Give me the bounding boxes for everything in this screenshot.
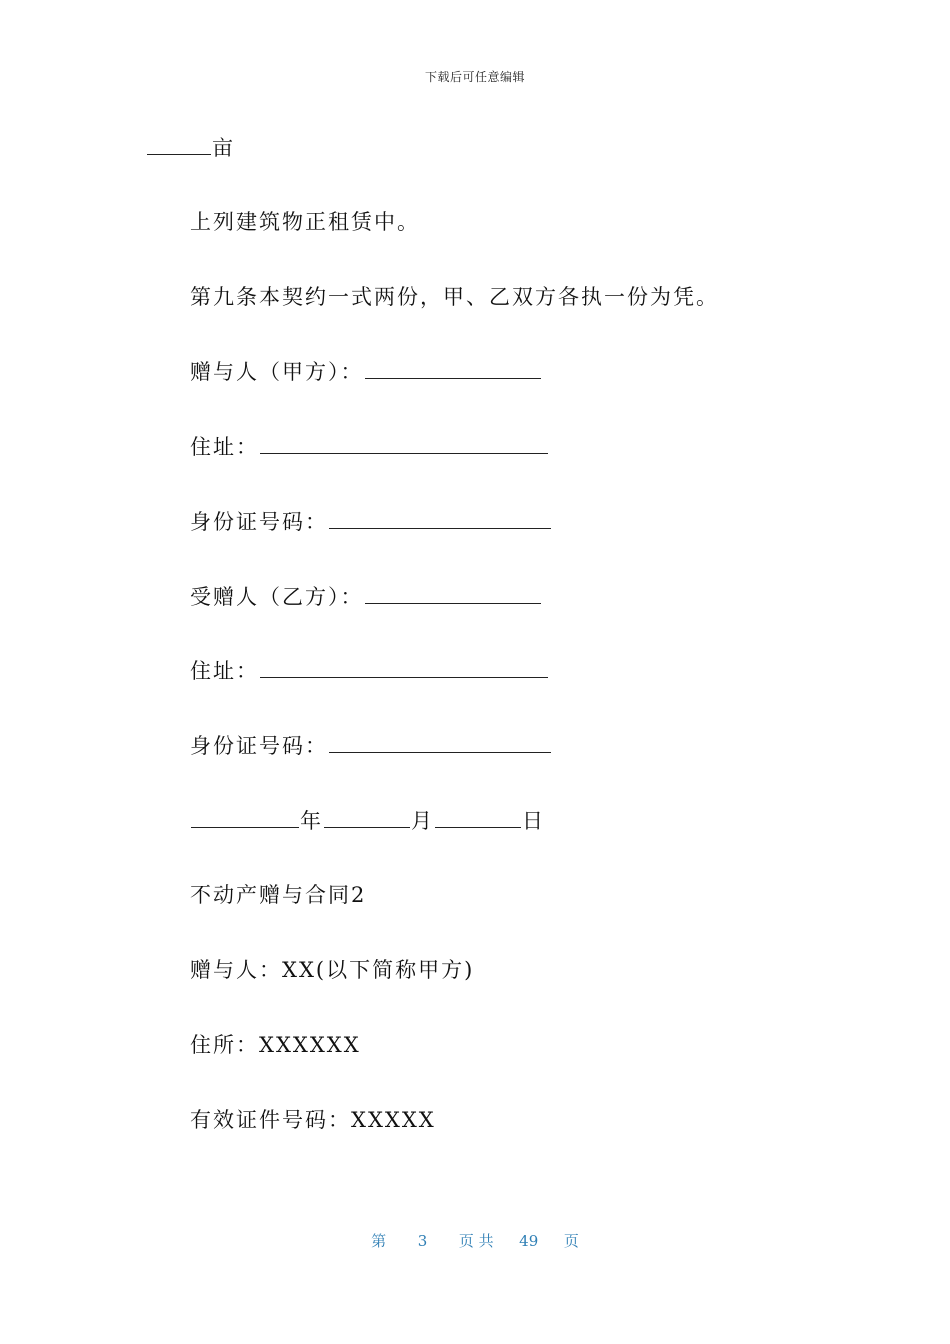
page-header: 下载后可任意编辑 — [424, 70, 525, 84]
donee-blank — [365, 583, 541, 604]
residence-2-line: 住所：XXXXXX — [190, 1033, 361, 1057]
year-blank — [191, 807, 299, 828]
month-label: 月 — [411, 809, 434, 833]
page-footer — [0, 1230, 950, 1251]
footer-di: 第 — [371, 1232, 387, 1250]
donee-label: 受赠人（乙方）： — [190, 585, 364, 609]
donor-address-label: 住址： — [190, 435, 259, 459]
area-line — [146, 134, 235, 162]
year-label: 年 — [300, 809, 323, 833]
article-9: 第九条本契约一式两份，甲、乙双方各执一份为凭。 — [190, 285, 719, 309]
contract-2-title: 不动产赠与合同2 — [190, 883, 367, 907]
mu-unit: 亩 — [212, 136, 235, 160]
donee-id-label: 身份证号码： — [190, 734, 328, 758]
donor-blank — [365, 358, 541, 379]
donor-id-label: 身份证号码： — [190, 510, 328, 534]
donor-address-blank — [260, 433, 548, 454]
current-page-number: 3 — [417, 1232, 428, 1250]
donee-id-blank — [329, 732, 551, 753]
blank-area — [147, 134, 211, 155]
day-blank — [435, 807, 521, 828]
donor-label: 赠与人（甲方）： — [190, 360, 364, 384]
donor-2-line: 赠与人：XX(以下简称甲方) — [190, 958, 475, 982]
donee-address-blank — [260, 657, 548, 678]
donee-id-line — [190, 732, 552, 760]
donor-id-blank — [329, 508, 551, 529]
id-number-2-line: 有效证件号码：XXXXX — [190, 1108, 436, 1132]
donor-address-line — [190, 433, 549, 461]
donee-line — [190, 583, 542, 611]
month-blank — [324, 807, 410, 828]
date-line — [190, 807, 545, 835]
donor-id-line — [190, 508, 552, 536]
total-page-count: 49 — [519, 1232, 539, 1250]
leased-statement: 上列建筑物正租赁中。 — [190, 210, 420, 234]
footer-ye-gong: 页 共 — [458, 1232, 494, 1250]
donee-address-line — [190, 657, 549, 685]
footer-ye: 页 — [563, 1232, 579, 1250]
day-label: 日 — [522, 809, 545, 833]
donor-line — [190, 358, 542, 386]
donee-address-label: 住址： — [190, 659, 259, 683]
